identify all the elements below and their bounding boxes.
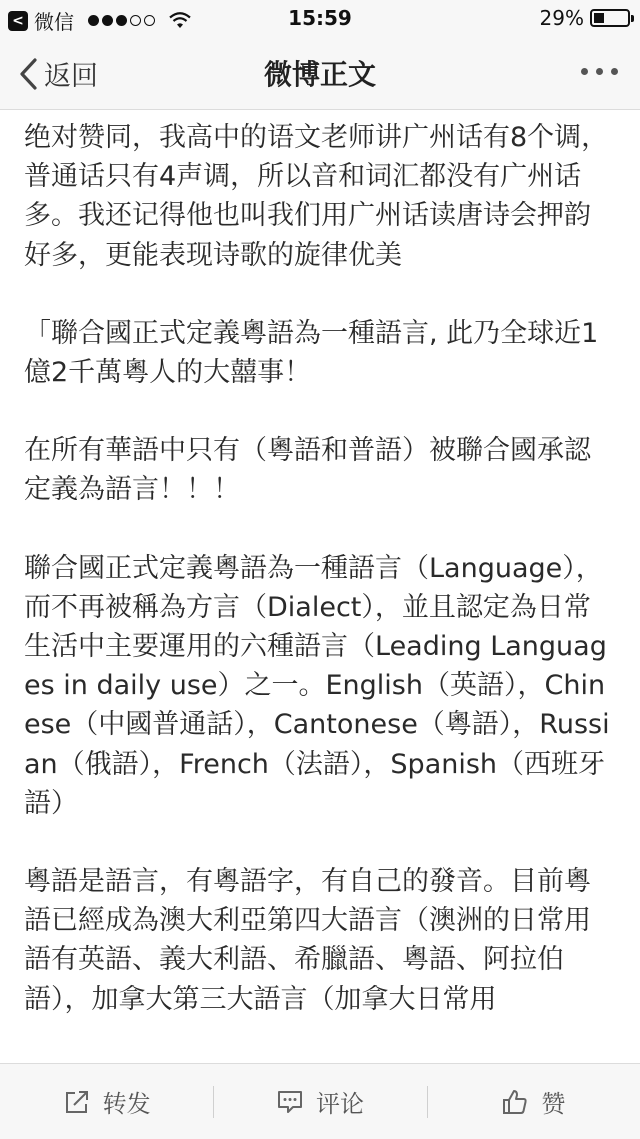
navigation-bar [0,36,640,110]
carrier-label[interactable]: 微信 [34,10,74,34]
page-title: 微博正文 [263,58,376,91]
like-label: 赞 [541,1090,566,1118]
clock: 15:59 [288,6,352,30]
repost-button[interactable] [0,1064,213,1139]
repost-label: 转发 [102,1090,151,1118]
battery-percent: 29% [539,6,584,30]
status-bar [0,0,640,36]
thumbs-up-icon [501,1088,529,1116]
comment-label: 评论 [315,1090,364,1118]
repost-icon [63,1088,91,1116]
more-options-icon[interactable] [581,56,618,86]
battery-icon [590,9,630,27]
status-right [540,6,630,30]
comment-button[interactable] [213,1064,426,1139]
back-to-app-icon[interactable]: < [8,11,28,31]
post-content [24,118,616,1060]
post-paragraph: 「聯合國正式定義粵語為一種語言, 此乃全球近1億2千萬粵人的大囍事！ [24,317,599,389]
post-paragraph: 粵語是語言，有粵語字，有自己的發音。目前粵語已經成為澳大利亞第四大語言（澳洲的日常用語有英語、義大利語、希臘語、粵語、阿拉伯語），加拿大第三大語言（加拿大日常用 [24,866,591,1015]
back-label: 返回 [44,61,98,92]
comment-icon [276,1088,304,1116]
bottom-toolbar [0,1063,640,1139]
post-paragraph: 聯合國正式定義粵語為一種語言（Language），而不再被稱為方言（Dialect），並且認定為日常生活中主要運用的六種語言（Leading Languages in daily use）之一。English（英語），Chinese（中國普通話），Cantonese（粵語），Russian（俄語），French（法語），Spanish（西班牙語） [24,552,610,819]
post-paragraph: 绝对赞同，我高中的语文老师讲广州话有8个调，普通话只有4声调，所以音和词汇都没有广州话多。我还记得他也叫我们用广州话读唐诗会押韵好多，更能表现诗歌的旋律优美 [24,122,609,271]
like-button[interactable] [427,1064,640,1139]
post-paragraph: 在所有華語中只有（粵語和普語）被聯合國承認定義為語言！！！ [24,435,591,506]
